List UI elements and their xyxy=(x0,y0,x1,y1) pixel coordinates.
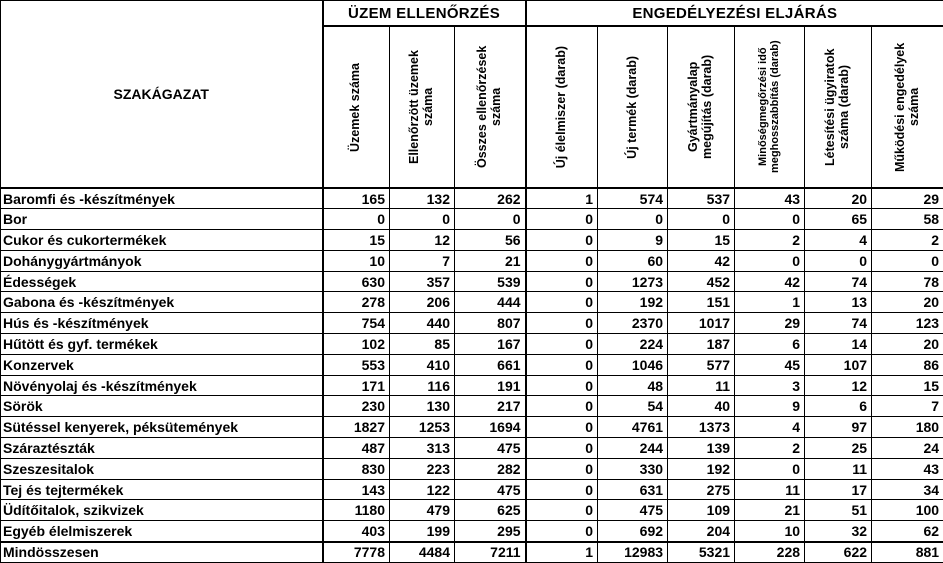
table-cell: 10 xyxy=(735,521,805,542)
table-cell: 4761 xyxy=(598,417,668,438)
table-cell: 830 xyxy=(323,458,390,479)
table-cell: 0 xyxy=(526,521,598,542)
table-row xyxy=(1,417,943,438)
table-cell: 1 xyxy=(735,292,805,313)
table-cell: 40 xyxy=(668,396,735,417)
table-cell: 278 xyxy=(323,292,390,313)
table-cell: 6 xyxy=(735,334,805,355)
table-row xyxy=(1,375,943,396)
row-label: Baromfi és -készítmények xyxy=(1,188,323,209)
table-cell: 7778 xyxy=(323,542,390,563)
table-cell: 244 xyxy=(598,438,668,459)
table-cell: 0 xyxy=(735,209,805,230)
table-cell: 625 xyxy=(455,500,526,521)
table-cell: 12983 xyxy=(598,542,668,563)
table-cell: 204 xyxy=(668,521,735,542)
row-label: Tej és tejtermékek xyxy=(1,479,323,500)
table-cell: 0 xyxy=(526,250,598,271)
table-cell: 132 xyxy=(390,188,455,209)
table-cell: 223 xyxy=(390,458,455,479)
table-cell: 45 xyxy=(735,354,805,375)
table-cell: 0 xyxy=(526,500,598,521)
table-cell: 43 xyxy=(872,458,943,479)
sector-header: SZAKÁGAZAT xyxy=(1,1,323,189)
table-cell: 7 xyxy=(390,250,455,271)
row-label: Sütéssel kenyerek, péksütemények xyxy=(1,417,323,438)
table-cell: 62 xyxy=(872,521,943,542)
table-cell: 622 xyxy=(805,542,872,563)
table-cell: 282 xyxy=(455,458,526,479)
table-cell: 74 xyxy=(805,271,872,292)
table-cell: 60 xyxy=(598,250,668,271)
table-cell: 0 xyxy=(735,250,805,271)
table-cell: 187 xyxy=(668,334,735,355)
table-cell: 410 xyxy=(390,354,455,375)
table-cell: 1373 xyxy=(668,417,735,438)
table-cell: 1 xyxy=(526,542,598,563)
table-cell: 5321 xyxy=(668,542,735,563)
table-row xyxy=(1,458,943,479)
table-cell: 24 xyxy=(872,438,943,459)
table-cell: 0 xyxy=(526,354,598,375)
table-cell: 807 xyxy=(455,313,526,334)
table-cell: 192 xyxy=(598,292,668,313)
table-cell: 29 xyxy=(735,313,805,334)
table-cell: 553 xyxy=(323,354,390,375)
table-cell: 25 xyxy=(805,438,872,459)
table-cell: 191 xyxy=(455,375,526,396)
table-cell: 123 xyxy=(872,313,943,334)
table-cell: 1 xyxy=(526,188,598,209)
table-cell: 4 xyxy=(805,230,872,251)
table-cell: 295 xyxy=(455,521,526,542)
table-cell: 74 xyxy=(805,313,872,334)
table-cell: 475 xyxy=(455,438,526,459)
column-header-uj-termek: Új termék (darab) xyxy=(598,26,668,188)
table-cell: 116 xyxy=(390,375,455,396)
table-cell: 452 xyxy=(668,271,735,292)
table-cell: 20 xyxy=(872,292,943,313)
table-cell: 109 xyxy=(668,500,735,521)
table-cell: 15 xyxy=(668,230,735,251)
column-header-minosegmegorzesi: Minőségmegőrzési idő meghosszabbítás (darab) xyxy=(735,26,805,188)
table-cell: 12 xyxy=(390,230,455,251)
table-cell: 2 xyxy=(735,230,805,251)
row-label: Mindösszesen xyxy=(1,542,323,563)
column-header-letesitesi: Létesítési ügyiratok száma (darab) xyxy=(805,26,872,188)
table-cell: 85 xyxy=(390,334,455,355)
table-cell: 29 xyxy=(872,188,943,209)
table-cell: 122 xyxy=(390,479,455,500)
table-cell: 97 xyxy=(805,417,872,438)
table-cell: 444 xyxy=(455,292,526,313)
table-row xyxy=(1,271,943,292)
table-cell: 180 xyxy=(872,417,943,438)
table-row xyxy=(1,479,943,500)
table-cell: 11 xyxy=(668,375,735,396)
table-cell: 15 xyxy=(323,230,390,251)
table-row xyxy=(1,521,943,542)
column-header-gyartmanyalap: Gyártmányalap megújítás (darab) xyxy=(668,26,735,188)
table-row xyxy=(1,313,943,334)
table-cell: 577 xyxy=(668,354,735,375)
row-label: Hűtött és gyf. termékek xyxy=(1,334,323,355)
table-cell: 9 xyxy=(735,396,805,417)
table-cell: 171 xyxy=(323,375,390,396)
table-cell: 661 xyxy=(455,354,526,375)
table-cell: 692 xyxy=(598,521,668,542)
table-cell: 262 xyxy=(455,188,526,209)
table-cell: 20 xyxy=(872,334,943,355)
table-cell: 537 xyxy=(668,188,735,209)
table-cell: 403 xyxy=(323,521,390,542)
table-cell: 0 xyxy=(735,458,805,479)
table-cell: 0 xyxy=(455,209,526,230)
table-cell: 51 xyxy=(805,500,872,521)
table-cell: 275 xyxy=(668,479,735,500)
table-cell: 20 xyxy=(805,188,872,209)
table-cell: 1253 xyxy=(390,417,455,438)
total-row xyxy=(1,542,943,563)
table-cell: 14 xyxy=(805,334,872,355)
table-cell: 1046 xyxy=(598,354,668,375)
table-cell: 1273 xyxy=(598,271,668,292)
row-label: Szeszesitalok xyxy=(1,458,323,479)
table-cell: 0 xyxy=(526,313,598,334)
row-label: Konzervek xyxy=(1,354,323,375)
table-cell: 631 xyxy=(598,479,668,500)
table-row xyxy=(1,250,943,271)
group-header-uzem: ÜZEM ELLENŐRZÉS xyxy=(323,1,526,27)
table-cell: 1017 xyxy=(668,313,735,334)
table-cell: 10 xyxy=(323,250,390,271)
table-cell: 4484 xyxy=(390,542,455,563)
table-cell: 34 xyxy=(872,479,943,500)
table-row xyxy=(1,396,943,417)
table-cell: 15 xyxy=(872,375,943,396)
table-cell: 0 xyxy=(526,417,598,438)
table-cell: 0 xyxy=(526,458,598,479)
table-cell: 143 xyxy=(323,479,390,500)
table-cell: 754 xyxy=(323,313,390,334)
table-cell: 21 xyxy=(455,250,526,271)
table-cell: 107 xyxy=(805,354,872,375)
table-cell: 11 xyxy=(805,458,872,479)
table-cell: 479 xyxy=(390,500,455,521)
table-cell: 0 xyxy=(390,209,455,230)
row-label: Édességek xyxy=(1,271,323,292)
table-cell: 217 xyxy=(455,396,526,417)
column-header-uj-elelmiszer: Új élelmiszer (darab) xyxy=(526,26,598,188)
table-cell: 2370 xyxy=(598,313,668,334)
table-cell: 78 xyxy=(872,271,943,292)
table-row xyxy=(1,354,943,375)
table-row xyxy=(1,230,943,251)
table-cell: 6 xyxy=(805,396,872,417)
table-cell: 130 xyxy=(390,396,455,417)
table-cell: 7211 xyxy=(455,542,526,563)
row-label: Gabona és -készítmények xyxy=(1,292,323,313)
table-cell: 0 xyxy=(805,250,872,271)
table-cell: 139 xyxy=(668,438,735,459)
table-row xyxy=(1,209,943,230)
table-cell: 165 xyxy=(323,188,390,209)
table-cell: 0 xyxy=(526,209,598,230)
table-row xyxy=(1,500,943,521)
table-cell: 192 xyxy=(668,458,735,479)
table-cell: 475 xyxy=(598,500,668,521)
table-cell: 32 xyxy=(805,521,872,542)
row-label: Sörök xyxy=(1,396,323,417)
row-label: Egyéb élelmiszerek xyxy=(1,521,323,542)
table-row xyxy=(1,188,943,209)
table-cell: 0 xyxy=(872,250,943,271)
table-cell: 42 xyxy=(668,250,735,271)
table-cell: 86 xyxy=(872,354,943,375)
table-cell: 0 xyxy=(526,396,598,417)
table-cell: 1694 xyxy=(455,417,526,438)
table-cell: 48 xyxy=(598,375,668,396)
table-cell: 487 xyxy=(323,438,390,459)
table-cell: 0 xyxy=(526,230,598,251)
table-cell: 56 xyxy=(455,230,526,251)
table-cell: 440 xyxy=(390,313,455,334)
table-cell: 0 xyxy=(526,271,598,292)
table-cell: 17 xyxy=(805,479,872,500)
table-cell: 2 xyxy=(735,438,805,459)
table-cell: 230 xyxy=(323,396,390,417)
table-cell: 330 xyxy=(598,458,668,479)
table-cell: 3 xyxy=(735,375,805,396)
column-header-osszes: Összes ellenőrzések száma xyxy=(455,26,526,188)
table-cell: 43 xyxy=(735,188,805,209)
table-cell: 0 xyxy=(526,292,598,313)
column-header-uzemek: Üzemek száma xyxy=(323,26,390,188)
table-cell: 7 xyxy=(872,396,943,417)
table-cell: 228 xyxy=(735,542,805,563)
table-cell: 11 xyxy=(735,479,805,500)
table-row xyxy=(1,438,943,459)
table-row xyxy=(1,292,943,313)
table-row xyxy=(1,334,943,355)
row-label: Száraztészták xyxy=(1,438,323,459)
table-cell: 1827 xyxy=(323,417,390,438)
table-cell: 881 xyxy=(872,542,943,563)
table-cell: 21 xyxy=(735,500,805,521)
row-label: Növényolaj és -készítmények xyxy=(1,375,323,396)
table-cell: 0 xyxy=(526,438,598,459)
table-cell: 65 xyxy=(805,209,872,230)
table-body xyxy=(1,188,943,562)
table-cell: 0 xyxy=(526,334,598,355)
table-cell: 12 xyxy=(805,375,872,396)
table-cell: 4 xyxy=(735,417,805,438)
table-cell: 0 xyxy=(526,375,598,396)
row-label: Dohánygyártmányok xyxy=(1,250,323,271)
table-cell: 539 xyxy=(455,271,526,292)
table-cell: 2 xyxy=(872,230,943,251)
table-cell: 42 xyxy=(735,271,805,292)
row-label: Üdítőitalok, szikvizek xyxy=(1,500,323,521)
table-cell: 100 xyxy=(872,500,943,521)
table-cell: 313 xyxy=(390,438,455,459)
table-cell: 102 xyxy=(323,334,390,355)
table-cell: 13 xyxy=(805,292,872,313)
table-cell: 224 xyxy=(598,334,668,355)
column-header-mukodesi: Működési engedélyek száma xyxy=(872,26,943,188)
row-label: Cukor és cukortermékek xyxy=(1,230,323,251)
table-cell: 0 xyxy=(668,209,735,230)
row-label: Hús és -készítmények xyxy=(1,313,323,334)
table-cell: 0 xyxy=(598,209,668,230)
table-cell: 357 xyxy=(390,271,455,292)
table-cell: 151 xyxy=(668,292,735,313)
table-cell: 0 xyxy=(323,209,390,230)
table-cell: 54 xyxy=(598,396,668,417)
table-cell: 167 xyxy=(455,334,526,355)
table-cell: 1180 xyxy=(323,500,390,521)
table-cell: 574 xyxy=(598,188,668,209)
table-cell: 630 xyxy=(323,271,390,292)
table-cell: 0 xyxy=(526,479,598,500)
table-cell: 9 xyxy=(598,230,668,251)
group-header-engedely: ENGEDÉLYEZÉSI ELJÁRÁS xyxy=(526,1,943,27)
table-cell: 475 xyxy=(455,479,526,500)
table-cell: 206 xyxy=(390,292,455,313)
table-cell: 199 xyxy=(390,521,455,542)
table-cell: 58 xyxy=(872,209,943,230)
row-label: Bor xyxy=(1,209,323,230)
column-header-ellenorzott: Ellenőrzött üzemek száma xyxy=(390,26,455,188)
